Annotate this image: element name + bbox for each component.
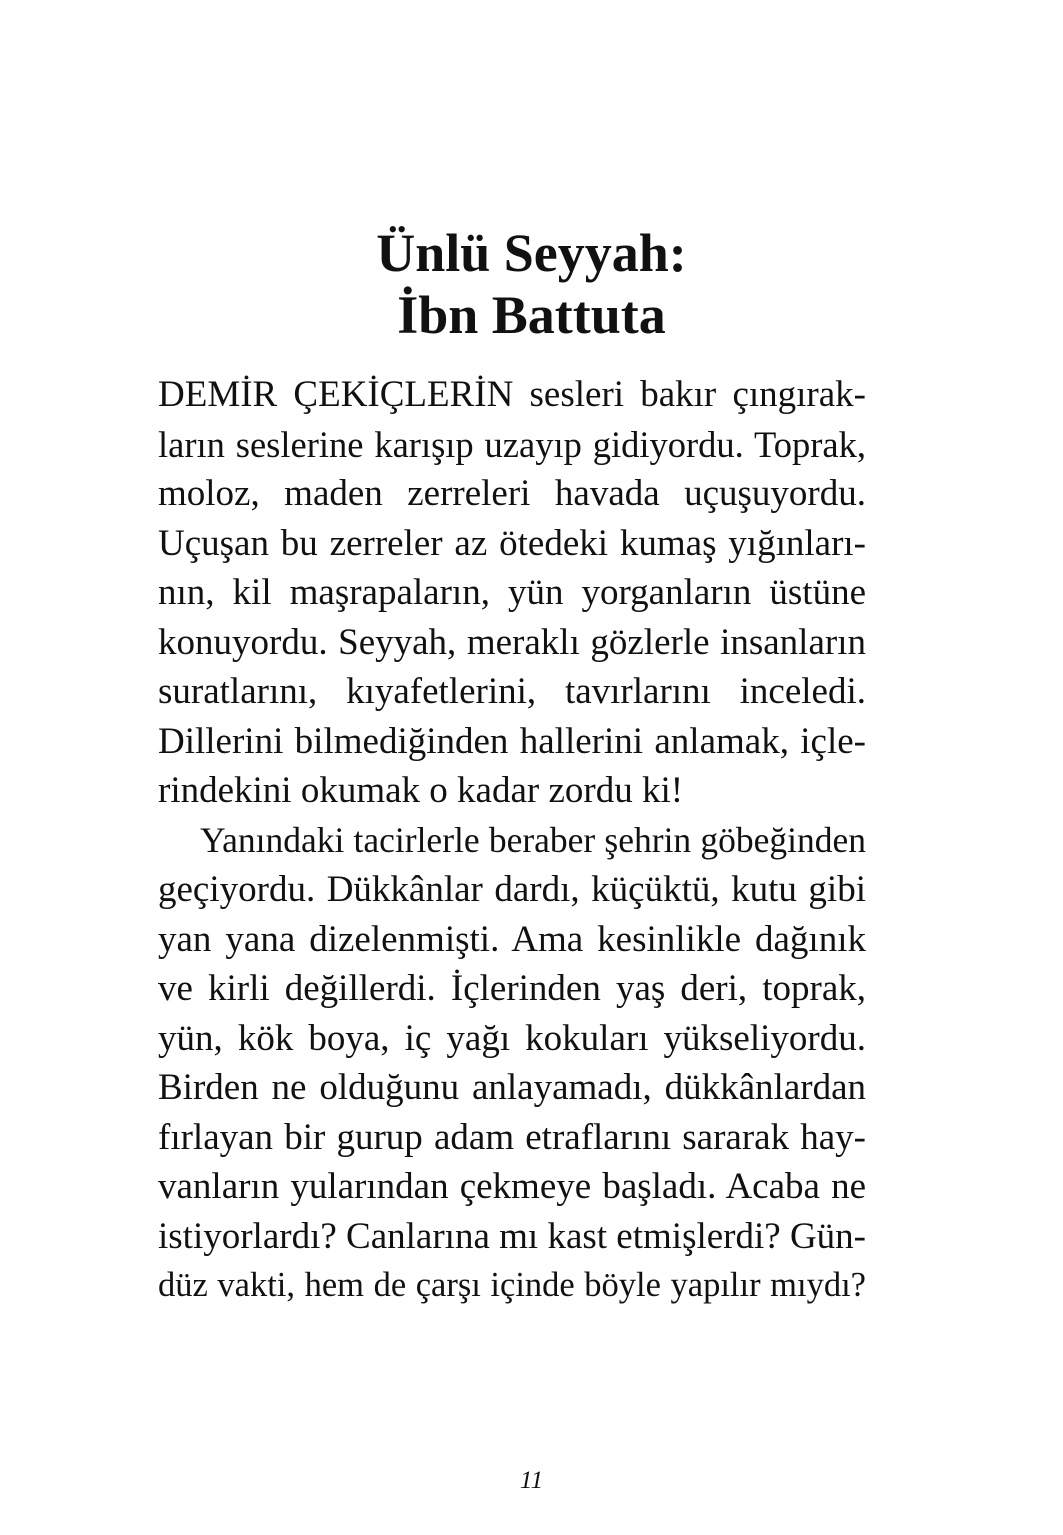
chapter-title <box>0 222 1063 346</box>
text-line: moloz, maden zerreleri havada uçuşuyordu. <box>158 473 866 514</box>
text-line: Yanındaki tacirlerle beraber şehrin göbeğinden <box>200 819 866 860</box>
text-line: vanların yularından çekmeye başladı. Acaba ne <box>158 1166 866 1207</box>
text-line: ve kirli değillerdi. İçlerinden yaş deri, toprak, <box>158 968 866 1009</box>
text-line: Uçuşan bu zerreler az ötedeki kumaş yığınları- <box>158 522 866 564</box>
chapter-title-line-1: Ünlü Seyyah: <box>376 223 687 283</box>
text-line: rindekini okumak o kadar zordu ki! <box>158 770 684 811</box>
text-line: fırlayan bir gurup adam etraflarını sararak hay- <box>158 1116 866 1158</box>
text-line: suratlarını, kıyafetlerini, tavırlarını inceledi. <box>158 671 866 712</box>
text-line: geçiyordu. Dükkânlar dardı, küçüktü, kutu gibi <box>158 869 866 910</box>
text-line: düz vakti, hem de çarşı içinde böyle yapılır mıydı? <box>158 1266 866 1304</box>
text-line: Birden ne olduğunu anlayamadı, dükkânlardan <box>158 1067 866 1108</box>
text-line: nın, kil maşrapaların, yün yorganların üstüne <box>158 572 866 613</box>
text-line: yün, kök boya, iç yağı kokuları yükseliyordu. <box>158 1017 866 1059</box>
text-line: DEMİR ÇEKİÇLERİN sesleri bakır çıngırak- <box>158 374 866 415</box>
body-text <box>158 370 866 1311</box>
page-number: 11 <box>519 1467 544 1494</box>
chapter-title-line-2: İbn Battuta <box>397 285 666 345</box>
text-line: ların seslerine karışıp uzayıp gidiyordu. Toprak, <box>158 423 866 465</box>
text-line: istiyorlardı? Canlarına mı kast etmişlerdi? Gün- <box>158 1215 866 1257</box>
text-line: yan yana dizelenmişti. Ama kesinlikle dağınık <box>158 918 866 960</box>
text-line: konuyordu. Seyyah, meraklı gözlerle insanların <box>158 621 866 663</box>
text-line: Dillerini bilmediğinden hallerini anlamak, içle- <box>158 720 866 762</box>
